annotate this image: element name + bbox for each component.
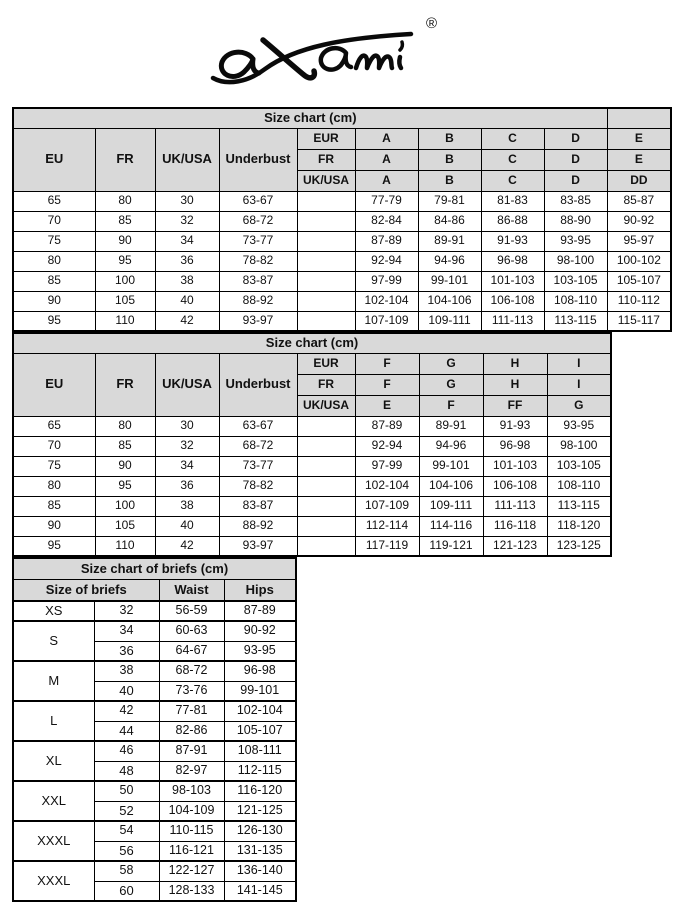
- size-cell: 102-104: [355, 476, 419, 496]
- size-cell: 83-85: [544, 191, 607, 211]
- size-cell: 65: [13, 191, 95, 211]
- briefs-cell: 87-89: [224, 601, 296, 621]
- size-row: [13, 456, 611, 476]
- size-cell: 73-77: [219, 231, 297, 251]
- size-cell: 121-123: [483, 536, 547, 556]
- size-cell: 113-115: [544, 311, 607, 331]
- cup-label: G: [547, 395, 611, 416]
- briefs-header-row: [13, 579, 296, 601]
- briefs-cell: 42: [94, 701, 159, 721]
- cup-label: F: [355, 353, 419, 374]
- size-cell: 115-117: [607, 311, 671, 331]
- briefs-cell: 116-120: [224, 781, 296, 801]
- empty-cell: [297, 271, 355, 291]
- size-row: [13, 496, 611, 516]
- briefs-row: [13, 701, 296, 721]
- table-title: Size chart (cm): [13, 333, 611, 353]
- briefs-cell: 104-109: [159, 801, 224, 821]
- size-cell: 105-107: [607, 271, 671, 291]
- size-row: [13, 516, 611, 536]
- size-cell: 78-82: [219, 251, 297, 271]
- title-spacer-cell: [607, 108, 671, 128]
- size-cell: 104-106: [418, 291, 481, 311]
- size-cell: 38: [155, 271, 219, 291]
- briefs-cell: 82-97: [159, 761, 224, 781]
- bra-table-1-body: [13, 191, 671, 331]
- size-row: [13, 311, 671, 331]
- empty-cell: [297, 476, 355, 496]
- size-cell: 78-82: [219, 476, 297, 496]
- briefs-cell: 93-95: [224, 641, 296, 661]
- size-cell: 90: [95, 231, 155, 251]
- bra-size-table-cups-a-e: [12, 107, 672, 332]
- briefs-cell: 105-107: [224, 721, 296, 741]
- briefs-cell: 99-101: [224, 681, 296, 701]
- briefs-cell: 122-127: [159, 861, 224, 881]
- empty-cell: [297, 311, 355, 331]
- briefs-size-label: XXL: [13, 781, 94, 821]
- size-cell: 102-104: [355, 291, 418, 311]
- size-cell: 75: [13, 231, 95, 251]
- briefs-cell: 68-72: [159, 661, 224, 681]
- briefs-row: [13, 861, 296, 881]
- size-row: [13, 231, 671, 251]
- cup-header-row: [13, 128, 671, 149]
- empty-cell: [297, 496, 355, 516]
- table-title-row: [13, 333, 611, 353]
- size-cell: 98-100: [544, 251, 607, 271]
- table-title-row: [13, 558, 296, 579]
- size-cell: 93-95: [547, 416, 611, 436]
- size-cell: 77-79: [355, 191, 418, 211]
- size-cell: 83-87: [219, 496, 297, 516]
- size-cell: 42: [155, 536, 219, 556]
- size-cell: 100-102: [607, 251, 671, 271]
- col-header-ukusa: UK/USA: [155, 128, 219, 191]
- size-cell: 87-89: [355, 231, 418, 251]
- col-header-hips: Hips: [224, 579, 296, 601]
- size-cell: 90: [95, 456, 155, 476]
- briefs-cell: 56: [94, 841, 159, 861]
- size-cell: 101-103: [483, 456, 547, 476]
- size-cell: 94-96: [419, 436, 483, 456]
- briefs-size-table: [12, 557, 297, 902]
- table-title: Size chart (cm): [13, 108, 607, 128]
- empty-cell: [297, 416, 355, 436]
- col-header-size-of-briefs: Size of briefs: [13, 579, 159, 601]
- size-cell: 70: [13, 436, 95, 456]
- size-cell: 63-67: [219, 416, 297, 436]
- size-cell: 38: [155, 496, 219, 516]
- briefs-row: [13, 601, 296, 621]
- size-cell: 93-97: [219, 311, 297, 331]
- briefs-cell: 50: [94, 781, 159, 801]
- size-row: [13, 271, 671, 291]
- size-cell: 100: [95, 271, 155, 291]
- size-cell: 89-91: [418, 231, 481, 251]
- size-cell: 95: [13, 311, 95, 331]
- size-cell: 34: [155, 456, 219, 476]
- briefs-table-body: [13, 601, 296, 901]
- size-cell: 103-105: [544, 271, 607, 291]
- size-cell: 119-121: [419, 536, 483, 556]
- size-cell: 96-98: [483, 436, 547, 456]
- size-cell: 106-108: [481, 291, 544, 311]
- size-cell: 117-119: [355, 536, 419, 556]
- size-cell: 104-106: [419, 476, 483, 496]
- region-label: EUR: [297, 353, 355, 374]
- briefs-cell: 38: [94, 661, 159, 681]
- size-cell: 86-88: [481, 211, 544, 231]
- size-cell: 95: [95, 476, 155, 496]
- size-cell: 85: [95, 211, 155, 231]
- size-cell: 118-120: [547, 516, 611, 536]
- size-cell: 36: [155, 251, 219, 271]
- briefs-cell: 32: [94, 601, 159, 621]
- empty-cell: [297, 456, 355, 476]
- size-cell: 79-81: [418, 191, 481, 211]
- empty-cell: [297, 291, 355, 311]
- briefs-cell: 82-86: [159, 721, 224, 741]
- region-label: UK/USA: [297, 170, 355, 191]
- briefs-size-label: L: [13, 701, 94, 741]
- briefs-cell: 77-81: [159, 701, 224, 721]
- size-row: [13, 251, 671, 271]
- size-cell: 85: [95, 436, 155, 456]
- size-cell: 85-87: [607, 191, 671, 211]
- briefs-row: [13, 741, 296, 761]
- size-cell: 107-109: [355, 311, 418, 331]
- briefs-size-label: XL: [13, 741, 94, 781]
- col-header-fr: FR: [95, 353, 155, 416]
- size-cell: 68-72: [219, 211, 297, 231]
- size-cell: 101-103: [481, 271, 544, 291]
- briefs-cell: 108-111: [224, 741, 296, 761]
- size-cell: 82-84: [355, 211, 418, 231]
- size-cell: 99-101: [419, 456, 483, 476]
- briefs-size-label: XXXL: [13, 821, 94, 861]
- size-row: [13, 191, 671, 211]
- size-cell: 84-86: [418, 211, 481, 231]
- empty-cell: [297, 536, 355, 556]
- cup-label: G: [419, 374, 483, 395]
- size-cell: 89-91: [419, 416, 483, 436]
- briefs-row: [13, 661, 296, 681]
- cup-label: D: [544, 128, 607, 149]
- cup-label: C: [481, 170, 544, 191]
- size-cell: 98-100: [547, 436, 611, 456]
- briefs-cell: 58: [94, 861, 159, 881]
- size-cell: 116-118: [483, 516, 547, 536]
- table-title: Size chart of briefs (cm): [13, 558, 296, 579]
- col-header-ukusa: UK/USA: [155, 353, 219, 416]
- size-cell: 113-115: [547, 496, 611, 516]
- briefs-cell: 102-104: [224, 701, 296, 721]
- briefs-cell: 110-115: [159, 821, 224, 841]
- region-label: FR: [297, 149, 355, 170]
- cup-label: H: [483, 374, 547, 395]
- briefs-cell: 136-140: [224, 861, 296, 881]
- size-row: [13, 416, 611, 436]
- size-cell: 93-95: [544, 231, 607, 251]
- cup-label: E: [607, 149, 671, 170]
- size-row: [13, 211, 671, 231]
- size-cell: 83-87: [219, 271, 297, 291]
- size-cell: 40: [155, 516, 219, 536]
- briefs-size-label: XXXL: [13, 861, 94, 901]
- size-row: [13, 436, 611, 456]
- briefs-cell: 46: [94, 741, 159, 761]
- col-header-eu: EU: [13, 128, 95, 191]
- cup-label: B: [418, 149, 481, 170]
- size-cell: 81-83: [481, 191, 544, 211]
- size-cell: 99-101: [418, 271, 481, 291]
- briefs-cell: 87-91: [159, 741, 224, 761]
- size-cell: 109-111: [419, 496, 483, 516]
- size-cell: 75: [13, 456, 95, 476]
- cup-label: E: [607, 128, 671, 149]
- briefs-cell: 60: [94, 881, 159, 901]
- cup-label: B: [418, 128, 481, 149]
- briefs-cell: 48: [94, 761, 159, 781]
- size-row: [13, 291, 671, 311]
- empty-cell: [297, 231, 355, 251]
- size-cell: 88-92: [219, 516, 297, 536]
- size-cell: 80: [13, 251, 95, 271]
- size-cell: 92-94: [355, 251, 418, 271]
- registered-trademark-icon: ®: [425, 15, 437, 32]
- size-cell: 107-109: [355, 496, 419, 516]
- size-cell: 95: [13, 536, 95, 556]
- size-cell: 65: [13, 416, 95, 436]
- size-cell: 100: [95, 496, 155, 516]
- region-label: FR: [297, 374, 355, 395]
- size-cell: 111-113: [483, 496, 547, 516]
- briefs-cell: 52: [94, 801, 159, 821]
- size-cell: 80: [95, 416, 155, 436]
- briefs-cell: 64-67: [159, 641, 224, 661]
- briefs-cell: 126-130: [224, 821, 296, 841]
- size-cell: 109-111: [418, 311, 481, 331]
- size-cell: 123-125: [547, 536, 611, 556]
- size-cell: 94-96: [418, 251, 481, 271]
- size-cell: 88-92: [219, 291, 297, 311]
- size-cell: 114-116: [419, 516, 483, 536]
- size-cell: 80: [13, 476, 95, 496]
- cup-label: A: [355, 149, 418, 170]
- size-cell: 63-67: [219, 191, 297, 211]
- size-cell: 32: [155, 211, 219, 231]
- size-row: [13, 476, 611, 496]
- size-cell: 91-93: [481, 231, 544, 251]
- size-cell: 112-114: [355, 516, 419, 536]
- cup-label: C: [481, 149, 544, 170]
- briefs-cell: 44: [94, 721, 159, 741]
- size-cell: 88-90: [544, 211, 607, 231]
- col-header-fr: FR: [95, 128, 155, 191]
- size-cell: 87-89: [355, 416, 419, 436]
- cup-label: D: [544, 170, 607, 191]
- size-cell: 103-105: [547, 456, 611, 476]
- cup-label: H: [483, 353, 547, 374]
- size-cell: 68-72: [219, 436, 297, 456]
- size-cell: 90: [13, 291, 95, 311]
- col-header-waist: Waist: [159, 579, 224, 601]
- briefs-cell: 73-76: [159, 681, 224, 701]
- size-cell: 110: [95, 311, 155, 331]
- cup-label: I: [547, 374, 611, 395]
- cup-label: F: [355, 374, 419, 395]
- empty-cell: [297, 516, 355, 536]
- size-cell: 91-93: [483, 416, 547, 436]
- size-cell: 108-110: [547, 476, 611, 496]
- briefs-cell: 96-98: [224, 661, 296, 681]
- region-label: EUR: [297, 128, 355, 149]
- briefs-cell: 121-125: [224, 801, 296, 821]
- size-cell: 110-112: [607, 291, 671, 311]
- cup-header-row: [13, 353, 611, 374]
- size-cell: 30: [155, 416, 219, 436]
- size-cell: 36: [155, 476, 219, 496]
- briefs-cell: 112-115: [224, 761, 296, 781]
- size-cell: 85: [13, 271, 95, 291]
- axami-logo-script-icon: [203, 14, 439, 98]
- col-header-eu: EU: [13, 353, 95, 416]
- briefs-size-label: M: [13, 661, 94, 701]
- empty-cell: [297, 436, 355, 456]
- size-cell: 30: [155, 191, 219, 211]
- briefs-row: [13, 821, 296, 841]
- col-header-underbust: Underbust: [219, 353, 297, 416]
- briefs-size-label: XS: [13, 601, 94, 621]
- size-cell: 70: [13, 211, 95, 231]
- empty-cell: [297, 191, 355, 211]
- size-cell: 110: [95, 536, 155, 556]
- briefs-row: [13, 781, 296, 801]
- size-cell: 42: [155, 311, 219, 331]
- briefs-cell: 60-63: [159, 621, 224, 641]
- size-cell: 105: [95, 291, 155, 311]
- cup-label: G: [419, 353, 483, 374]
- briefs-cell: 54: [94, 821, 159, 841]
- size-row: [13, 536, 611, 556]
- size-cell: 97-99: [355, 271, 418, 291]
- briefs-cell: 128-133: [159, 881, 224, 901]
- briefs-cell: 56-59: [159, 601, 224, 621]
- briefs-cell: 34: [94, 621, 159, 641]
- empty-cell: [297, 251, 355, 271]
- region-label: UK/USA: [297, 395, 355, 416]
- size-cell: 92-94: [355, 436, 419, 456]
- cup-label: B: [418, 170, 481, 191]
- briefs-size-label: S: [13, 621, 94, 661]
- size-cell: 90: [13, 516, 95, 536]
- size-cell: 85: [13, 496, 95, 516]
- briefs-cell: 36: [94, 641, 159, 661]
- cup-label: I: [547, 353, 611, 374]
- cup-label: E: [355, 395, 419, 416]
- size-cell: 95: [95, 251, 155, 271]
- size-cell: 73-77: [219, 456, 297, 476]
- briefs-cell: 141-145: [224, 881, 296, 901]
- col-header-underbust: Underbust: [219, 128, 297, 191]
- size-cell: 34: [155, 231, 219, 251]
- size-tables: [12, 107, 672, 902]
- briefs-cell: 40: [94, 681, 159, 701]
- size-cell: 108-110: [544, 291, 607, 311]
- bra-table-2-body: [13, 416, 611, 556]
- bra-size-table-cups-f-i: [12, 332, 612, 557]
- cup-label: D: [544, 149, 607, 170]
- cup-label: DD: [607, 170, 671, 191]
- cup-label: C: [481, 128, 544, 149]
- size-cell: 111-113: [481, 311, 544, 331]
- briefs-cell: 131-135: [224, 841, 296, 861]
- cup-label: FF: [483, 395, 547, 416]
- size-cell: 105: [95, 516, 155, 536]
- cup-label: F: [419, 395, 483, 416]
- brand-logo: [203, 14, 439, 98]
- briefs-row: [13, 621, 296, 641]
- table-title-row: [13, 108, 671, 128]
- size-cell: 90-92: [607, 211, 671, 231]
- size-cell: 96-98: [481, 251, 544, 271]
- size-cell: 40: [155, 291, 219, 311]
- empty-cell: [297, 211, 355, 231]
- briefs-cell: 98-103: [159, 781, 224, 801]
- cup-label: A: [355, 170, 418, 191]
- briefs-cell: 116-121: [159, 841, 224, 861]
- briefs-cell: 90-92: [224, 621, 296, 641]
- size-cell: 97-99: [355, 456, 419, 476]
- size-cell: 80: [95, 191, 155, 211]
- cup-label: A: [355, 128, 418, 149]
- size-cell: 32: [155, 436, 219, 456]
- size-cell: 95-97: [607, 231, 671, 251]
- size-cell: 93-97: [219, 536, 297, 556]
- size-cell: 106-108: [483, 476, 547, 496]
